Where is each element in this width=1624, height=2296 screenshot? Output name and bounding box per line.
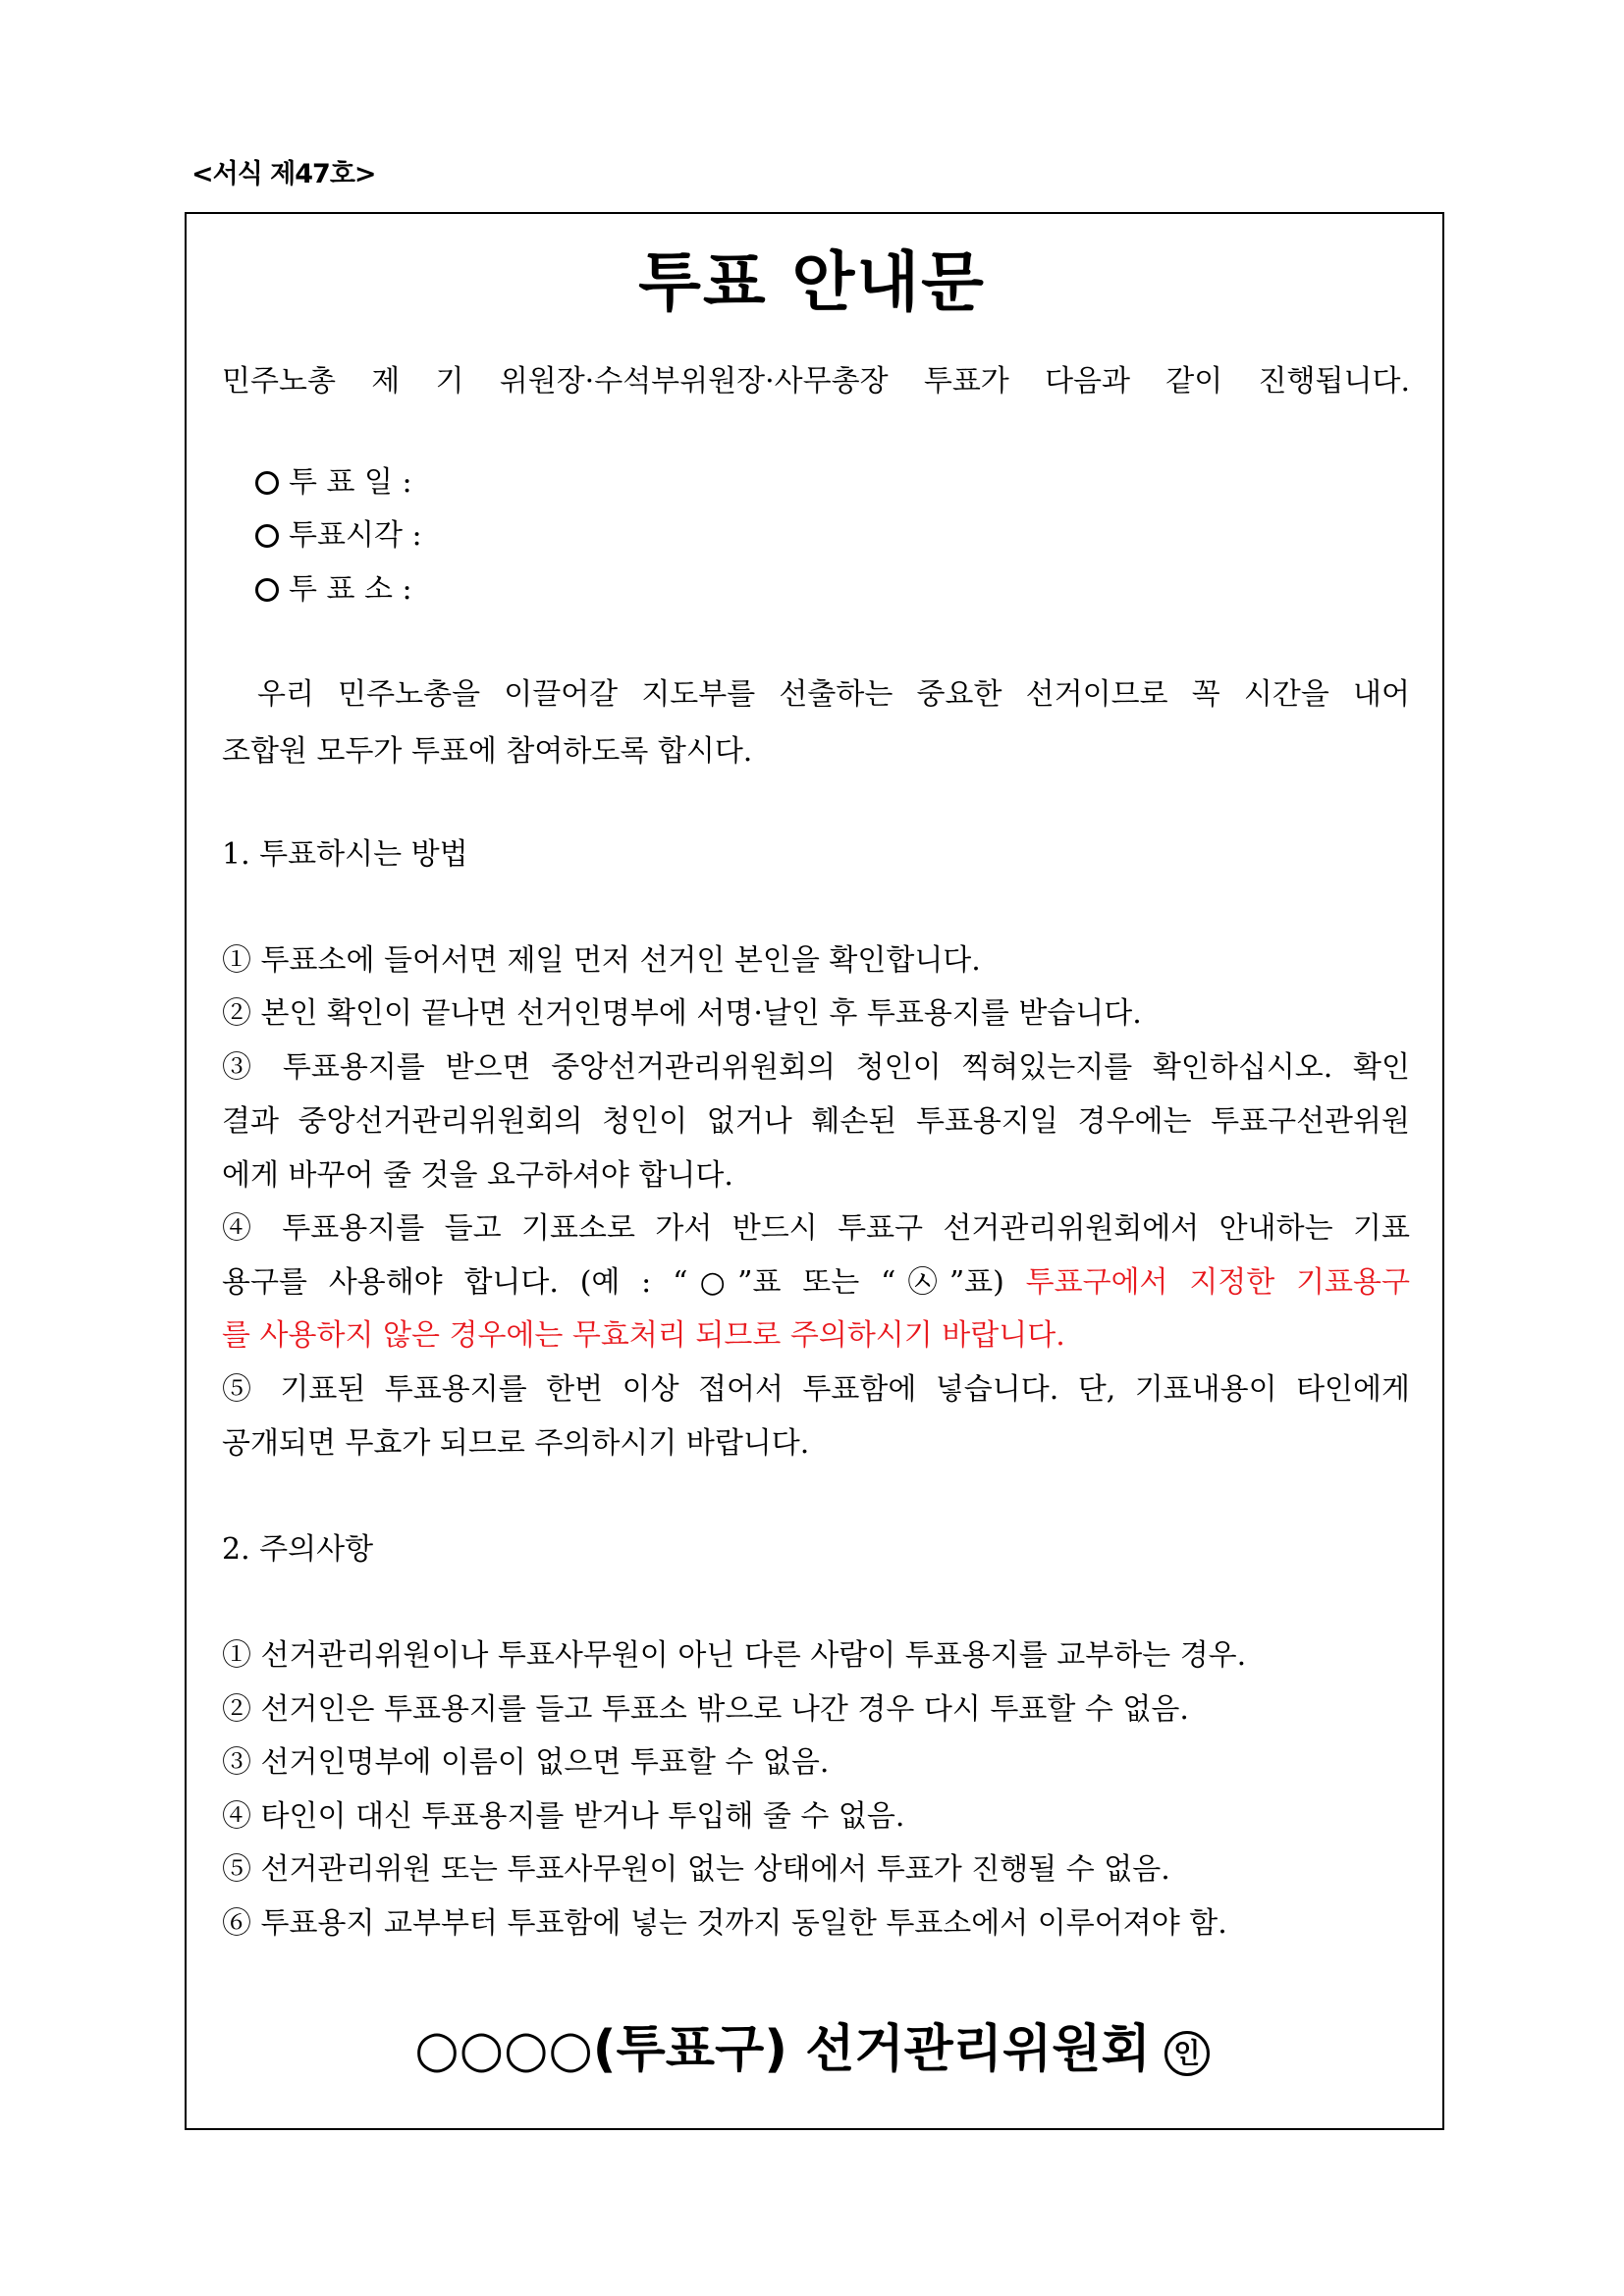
section2-heading: 2. 주의사항 <box>222 1532 374 1567</box>
info-vote-date <box>255 463 412 503</box>
caution-item-2: ② 선거인은 투표용지를 들고 투표소 밖으로 나간 경우 다시 투표할 수 없음. <box>222 1692 1189 1727</box>
method-step-4-example: 용구를 사용해야 합니다. (예 : “○”표 또는 “㉦”표) <box>222 1265 1026 1300</box>
method-step-5-line-1: ⑤ 기표된 투표용지를 한번 이상 접어서 투표함에 넣습니다. 단, 기표내용이 타인에게 <box>222 1372 1410 1407</box>
method-step-4-line-2 <box>222 1263 1410 1303</box>
appeal-line-1: 우리 민주노총을 이끌어갈 지도부를 선출하는 중요한 선거이므로 꼭 시간을 내어 <box>257 677 1410 712</box>
committee-name: ○○○○(투표구) 선거관리위원회 <box>414 2020 1151 2079</box>
caution-item-1: ① 선거관리위원이나 투표사무원이 아닌 다른 사람이 투표용지를 교부하는 경우. <box>222 1638 1247 1673</box>
caution-item-3: ③ 선거인명부에 이름이 없으면 투표할 수 없음. <box>222 1745 830 1780</box>
method-step-3-line-3: 에게 바꾸어 줄 것을 요구하셔야 합니다. <box>222 1158 733 1193</box>
info-vote-place-label: 투 표 소 : <box>289 572 412 607</box>
caution-item-5: ⑤ 선거관리위원 또는 투표사무원이 없는 상태에서 투표가 진행될 수 없음. <box>222 1852 1170 1887</box>
info-vote-place <box>255 570 412 610</box>
info-vote-date-label: 투 표 일 : <box>289 465 412 500</box>
method-step-2: ② 본인 확인이 끝나면 선거인명부에 서명·날인 후 투표용지를 받습니다. <box>222 996 1142 1031</box>
committee-signature <box>0 2020 1624 2079</box>
method-step-5-line-2: 공개되면 무효가 되므로 주의하시기 바랍니다. <box>222 1426 810 1461</box>
circle-bullet-icon <box>255 471 279 495</box>
method-step-3-line-2: 결과 중앙선거관리위원회의 청인이 없거나 훼손된 투표용지일 경우에는 투표구선관위원 <box>222 1104 1410 1139</box>
method-step-4-line-1: ④ 투표용지를 들고 기표소로 가서 반드시 투표구 선거관리위원회에서 안내하는 기표 <box>222 1211 1410 1246</box>
circle-bullet-icon <box>255 578 279 602</box>
info-vote-time <box>255 516 422 556</box>
warning-text-line-2: 를 사용하지 않은 경우에는 무효처리 되므로 주의하시기 바랍니다. <box>222 1318 1065 1353</box>
seal-stamp: 인 <box>1164 2031 1210 2076</box>
method-step-3-line-1: ③ 투표용지를 받으면 중앙선거관리위원회의 청인이 찍혀있는지를 확인하십시오. 확인 <box>222 1050 1410 1085</box>
appeal-line-2: 조합원 모두가 투표에 참여하도록 합시다. <box>222 734 753 769</box>
page-title: 투표 안내문 <box>638 244 986 320</box>
method-step-1: ① 투표소에 들어서면 제일 먼저 선거인 본인을 확인합니다. <box>222 943 981 978</box>
info-vote-time-label: 투표시각 : <box>289 518 422 553</box>
circle-bullet-icon <box>255 524 279 548</box>
caution-item-4: ④ 타인이 대신 투표용지를 받거나 투입해 줄 수 없음. <box>222 1799 905 1834</box>
form-number: <서식 제47호> <box>191 159 376 189</box>
intro-text: 민주노총 제 기 위원장·수석부위원장·사무총장 투표가 다음과 같이 진행됩니다. <box>222 364 1410 399</box>
warning-text: 투표구에서 지정한 기표용구 <box>1025 1265 1410 1300</box>
caution-item-6: ⑥ 투표용지 교부부터 투표함에 넣는 것까지 동일한 투표소에서 이루어져야 함. <box>222 1906 1227 1941</box>
section1-heading: 1. 투표하시는 방법 <box>222 837 468 872</box>
